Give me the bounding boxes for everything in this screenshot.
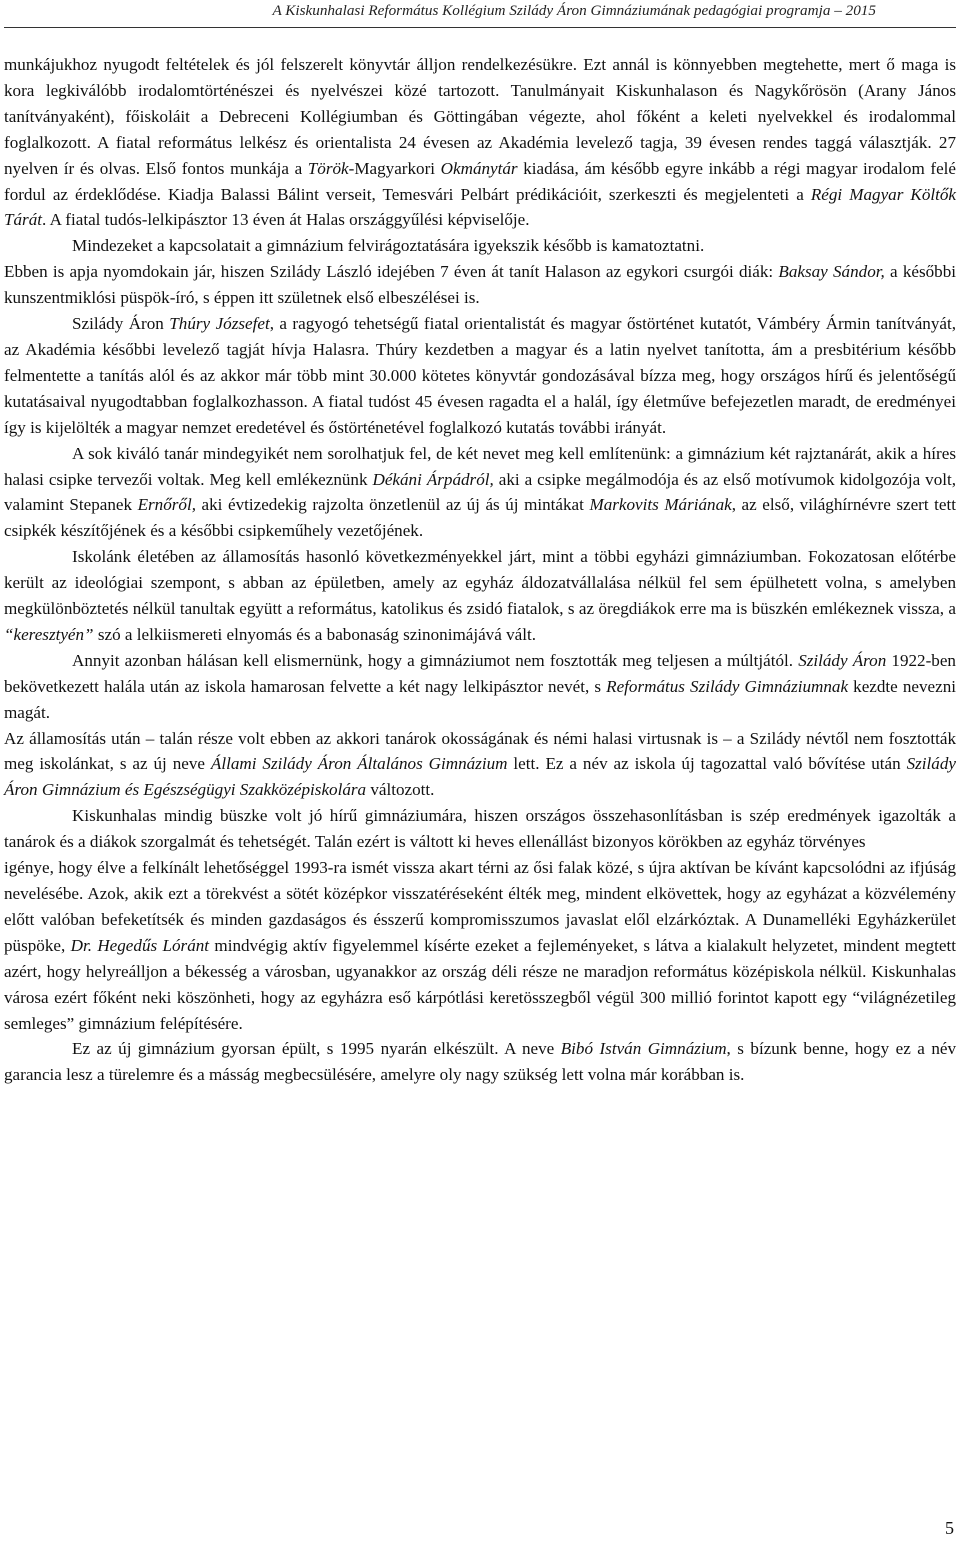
italic-text: Szilády Áron Gimnázium és Egészségügyi Szakközépiskolára [4,754,956,800]
text-run: , a ragyogó tehetségű fiatal orientalistát és magyar őstörténet kutatót, Vámbéry Ármin tanítványát, az Akadémia későbbi levelező tagját hívja Halasra. Thúry kezdetben a magyar és a latin nyelvet tanította, ám a presbitérium később felmentette a tanítás alól és az akkor már több mint 30.000 kötetes könyvtár gondozásával bízza meg, hogy országos hírű és jelentőségű kutatásaival nyugodtabban foglalkozhasson. A fiatal tudóst 45 évesen ragadta el a halál, így életműve befejezetlen maradt, de eredményei így is kijelölték a magyar nemzet eredetével és őstörténetével foglalkozó kutatás további irányát. [4,314,956,437]
italic-text: Bibó István Gimnázium [560,1039,727,1059]
text-run: 1922-ben bekövetkezett halála után az iskola hamarosan felvette a két nagy lelkipásztor nevét, s [4,650,956,696]
italic-text: Török [307,158,349,178]
text-run: A sok kiváló tanár mindegyikét nem sorolhatjuk fel, de két nevet meg kell említenünk: a gimnázium két rajztanárát, akik a híres halasi csipke tervezői voltak. Meg kell emlékeznünk [4,443,956,489]
italic-text: Thúry Józsefet [169,314,270,334]
text-run: Ebben is apja nyomdokain jár, hiszen Szilády László idejében 7 éven át tanít Halason az egykori csurgói diák: [4,262,779,282]
italic-text: Dékáni Árpádról, [372,469,494,489]
paragraph [4,1036,956,1088]
text-run: aki évtizedekig rajzolta önzetlenül az új ás új mintákat [196,495,590,515]
text-run: Annyit azonban hálásan kell elismernünk, hogy a gimnáziumot nem fosztották meg teljesen a múltjától. [72,650,799,670]
paragraph [4,803,956,855]
text-run: Iskolánk életében az államosítás hasonló következményekkel járt, mint a többi egyházi gimnáziumban. Fokozatosan előtérbe került az ideológiai szempont, s abban az épületben, amely az egyház áldozatvállalása nélkül fel sem épülhetett volna, s amelyben megkülönböztetés nélkül tanultak együtt a református, katolikus és zsidó fiatalok, s az öregdiákok erre ma is büszkén emlékeznek vissza, a [4,547,956,619]
text-run: Mindezeket a kapcsolatait a gimnázium felvirágoztatására igyekszik később is kamatoztatni. [72,236,705,256]
italic-text: Református Szilády Gimnáziumnak [606,676,849,696]
text-run: változott. [366,780,435,800]
paragraph [4,441,956,545]
text-run: a későbbi kunszentmiklósi püspök-író, s éppen itt születnek első elbeszélései is. [4,262,957,308]
italic-text: Állami Szilády Áron Általános Gimnázium [210,754,508,774]
text-run: kiadása, ám később egyre inkább a régi magyar irodalom felé fordul az érdeklődése. Kiadja Balassi Bálint verseit, Temesvári Pelbárt prédikációit, szerkeszti és megjelenteti a [4,158,956,204]
text-run: szó a lelkiismereti elnyomás és a babonaság szinonimájává vált. [93,624,536,644]
text-run: aki a csipke megálmodója és az első motívumok kidolgozója volt, valamint Stepanek [4,469,957,515]
italic-text: “keresztyén” [4,624,94,644]
text-run: -Magyarkori [348,158,441,178]
text-run: Az államosítás után – talán része volt ebben az akkori tanárok okosságának és némi halasi virtusnak is – a Szilády névtől nem fosztották meg iskolánkat, s az új neve [4,728,956,774]
text-run: munkájukhoz nyugodt feltételek és jól felszerelt könyvtár álljon rendelkezésükre. Ezt annál is könnyebben megtehette, mert ő maga is kora legkiválóbb irodalomtörténészei és nyelvészei közé tartozott. Tanulmányait Kiskunhalason és Nagykőrösön (Arany János tanítványaként), főiskoláit a Debreceni Kollégiumban és Göttingában végezte, ahol főként a keleti nyelvekkel és irodalommal foglalkozott. A fiatal református lelkész és orientalista 24 évesen az Akadémia levelező tagja, 39 évesen rendes taggá választják. 27 nyelven ír és olvas. Első fontos munkája a [4,55,956,178]
text-run: lett. Ez a név az iskola új tagozattal való bővítése után [507,754,907,774]
body-text [4,52,956,1088]
paragraph [4,259,956,311]
paragraph [4,726,956,804]
italic-text: Okmánytár [440,158,518,178]
text-run: Ez az új gimnázium gyorsan épült, s 1995 nyarán elkészült. A neve [72,1039,561,1059]
italic-text: Markovits Máriának [589,495,732,515]
paragraph [4,648,956,726]
paragraph [4,52,956,233]
italic-text: Dr. Hegedűs Lóránt [70,935,210,955]
text-run: mindvégig aktív figyelemmel kísérte ezeket a fejleményeket, s látva a kialakult helyzetet, mindent megtett azért, hogy helyreálljon a békesség a városban, ugyanakkor az ország déli része ne maradjon református középiskola nélkül. Kiskunhalas városa ezért főként neki köszönheti, hogy az egyházra eső kárpótlási keretösszegből végül 300 millió forintot kapott egy “világnézetileg semleges” gimnázium felépítésére. [4,935,956,1033]
text-run: , s bízunk benne, hogy ez a név garancia lesz a türelemre és a másság megbecsülésére, amelyre oly nagy szükség lett volna már korábban is. [4,1039,956,1085]
text-run: kezdte nevezni magát. [4,676,957,722]
italic-text: Szilády Áron [798,650,887,670]
text-run: igénye, hogy élve a felkínált lehetőséggel 1993-ra ismét vissza akart térni az ősi falak közé, s újra aktívan be kívánt kapcsolódni az ifjúság nevelésébe. Azok, akik ezt a törekvést a sötét középkor visszatéréseként élték meg, mindent elkövettek, hogy az egyházat a közvélemény előtt valóban befeketítsék és minden gazdaságos és ésszerű kompromisszumos javaslat elől elzárkóztak. A Dunamelléki Egyházkerület püspöke, [4,858,956,955]
text-run: , az első, világhírnévre szert tett csipkék készítőjének és a későbbi csipkeműhely vezetőjének. [4,495,956,541]
paragraph [4,855,956,1036]
running-header: A Kiskunhalasi Református Kollégium Szilády Áron Gimnáziumának pedagógiai programja – 2015 [272,2,876,19]
italic-text: Régi Magyar Költők Tárát [4,184,956,230]
text-run: Szilády Áron [72,314,170,334]
paragraph [4,311,956,441]
text-run: Kiskunhalas mindig büszke volt jó hírű gimnáziumára, hiszen országos összehasonlításban is szép eredmények igazolták a tanárok és a diákok szorgalmát és tehetségét. Talán ezért is váltott ki heves ellenállást bizonyos körökben az egyház törvényes [4,806,956,852]
page-number: 5 [945,1518,954,1538]
header-divider [4,27,956,28]
italic-text: Ernőről, [137,495,196,515]
paragraph [4,233,956,259]
italic-text: Baksay Sándor, [778,262,885,282]
paragraph [4,544,956,648]
text-run: . A fiatal tudós-lelkipásztor 13 éven át Halas országgyűlési képviselője. [42,210,530,230]
